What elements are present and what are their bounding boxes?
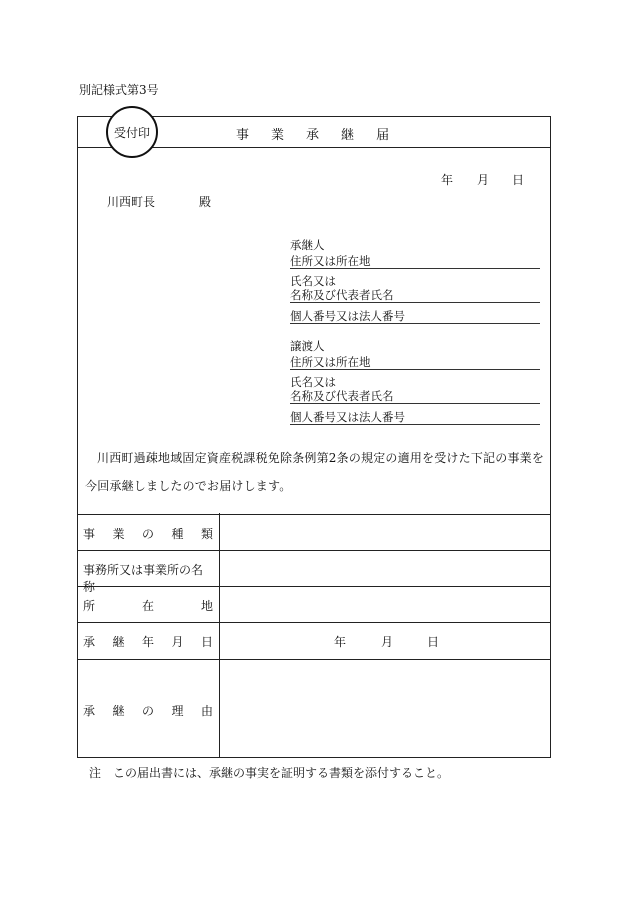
successor-name-field[interactable]: [290, 269, 540, 303]
label-char: 所: [83, 599, 96, 613]
label-char: 類: [200, 527, 213, 541]
label-char: 理: [171, 704, 184, 718]
succession-month-label: 月: [381, 635, 394, 649]
addressee: 川西町長: [107, 195, 156, 209]
label-char: 地: [200, 599, 213, 613]
business-type-field[interactable]: [220, 514, 550, 549]
successor-name-label-1: 氏名又は: [290, 274, 336, 288]
label-char: 承: [83, 635, 96, 649]
title-char: 継: [341, 128, 377, 143]
label-succession-date: [83, 633, 213, 650]
label-office-name: 事務所又は事業所の名称: [83, 563, 204, 594]
date-month-label: 月: [477, 173, 490, 187]
transferor-name-field[interactable]: [290, 370, 540, 404]
label-char: 月: [171, 635, 184, 649]
office-name-field[interactable]: [220, 550, 550, 585]
transferor-address-label: 住所又は所在地: [290, 355, 371, 369]
successor-address-field[interactable]: [290, 252, 540, 269]
label-succession-reason: [83, 702, 213, 719]
date-year-label: 年: [441, 173, 454, 187]
succession-year-label: 年: [334, 635, 347, 649]
label-char: 種: [171, 527, 184, 541]
succession-day-label: 日: [427, 635, 440, 649]
transferor-number-label: 個人番号又は法人番号: [290, 410, 405, 424]
title-char: 業: [271, 128, 307, 143]
label-char: 事: [83, 527, 96, 541]
succession-reason-field[interactable]: [220, 659, 550, 757]
successor-name-label-2: 名称及び代表者氏名: [290, 288, 394, 302]
label-char: 在: [141, 599, 154, 613]
form-number: 別記様式第3号: [79, 83, 159, 97]
succession-date-field[interactable]: [220, 622, 550, 658]
reception-stamp-label: 受付印: [113, 125, 150, 140]
label-char: の: [141, 704, 154, 718]
label-char: 日: [200, 635, 213, 649]
transferor-block: [290, 339, 540, 425]
location-field[interactable]: [220, 586, 550, 621]
label-char: 継: [112, 704, 125, 718]
transferor-number-field[interactable]: [290, 404, 540, 425]
date-day-label: 日: [512, 173, 525, 187]
label-char: 継: [112, 635, 125, 649]
transferor-name-label-1: 氏名又は: [290, 375, 336, 389]
label-char: の: [141, 527, 154, 541]
label-char: 年: [141, 635, 154, 649]
successor-number-label: 個人番号又は法人番号: [290, 309, 405, 323]
addressee-suffix: 殿: [199, 195, 212, 209]
transferor-name-label-2: 名称及び代表者氏名: [290, 389, 394, 403]
title-char: 事: [236, 128, 272, 143]
reception-stamp: [106, 106, 158, 158]
transferor-heading: 譲渡人: [290, 339, 325, 353]
successor-address-label: 住所又は所在地: [290, 254, 371, 268]
label-char: 由: [200, 704, 213, 718]
footnote: 注 この届出書には、承継の事実を証明する書類を添付すること。: [89, 766, 450, 780]
label-char: 業: [112, 527, 125, 541]
successor-block: [290, 238, 540, 324]
title-char: 届: [376, 128, 412, 143]
successor-heading: 承継人: [290, 238, 325, 252]
label-char: 承: [83, 704, 96, 718]
title-char: 承: [306, 128, 342, 143]
label-business-type: [83, 525, 213, 542]
label-location: [83, 597, 213, 614]
body-statement: 川西町過疎地域固定資産税課税免除条例第2条の規定の適用を受けた下記の事業を今回承継しましたのでお届けします。: [85, 451, 545, 493]
form-title: [236, 124, 411, 143]
transferor-address-field[interactable]: [290, 353, 540, 370]
successor-number-field[interactable]: [290, 303, 540, 324]
